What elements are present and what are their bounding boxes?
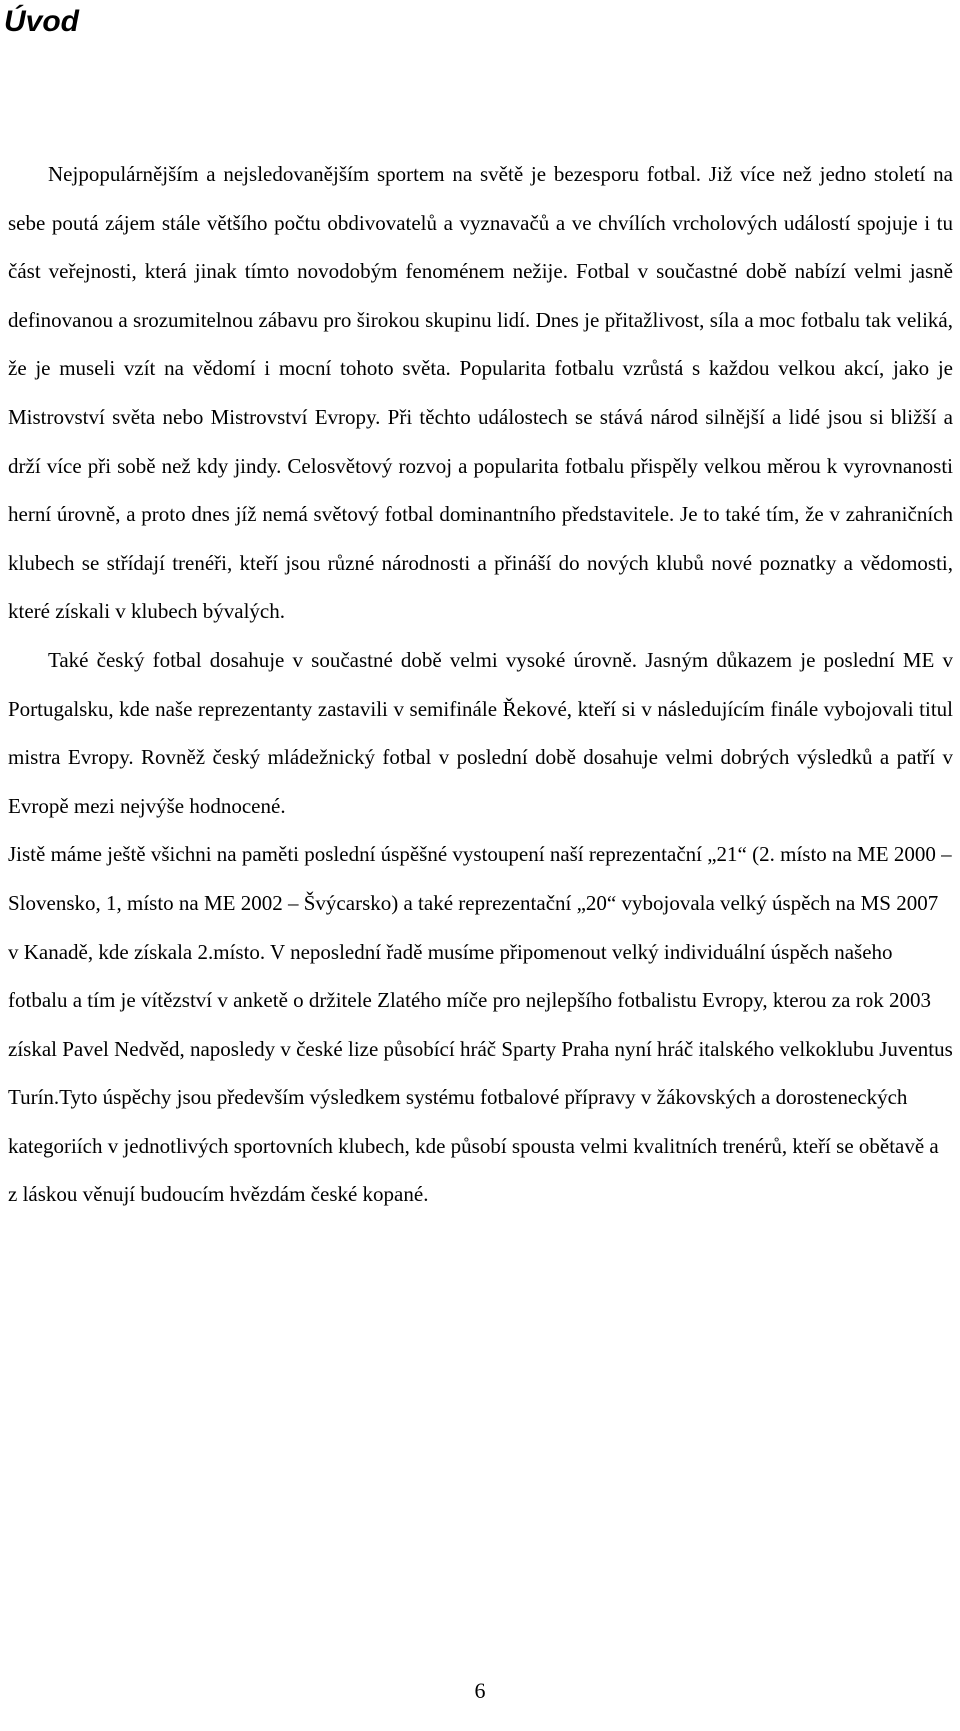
paragraph-successes: Jistě máme ještě všichni na paměti poslední úspěšné vystoupení naší reprezentační „21“ (2. místo na ME 2000 – Slovensko, 1, místo na ME 2002 – Švýcarsko) a také reprezentační „20“ vybojovala velký úspěch na MS 2007 v Kanadě, kde získala 2.místo. V neposlední řadě musíme připomenout velký individuální úspěch našeho fotbalu a tím je vítězství v anketě o držitele Zlatého míče pro nejlepšího fotbalistu Evropy, kterou za rok 2003 získal Pavel Nedvěd, naposledy v české lize působící hráč Sparty Praha nyní hráč italského velkoklubu Juventus Turín.Tyto úspěchy jsou především výsledkem systému fotbalové přípravy v žákovských a dorosteneckých kategoriích v jednotlivých sportovních klubech, kde působí spousta velmi kvalitních trenérů, kteří se obětavě a z láskou věnují budoucím hvězdám české kopané. <box>8 842 953 1207</box>
page-title: Úvod <box>4 5 79 38</box>
paragraph-czech-football: Také český fotbal dosahuje v součastné době velmi vysoké úrovně. Jasným důkazem je poslední ME v Portugalsku, kde naše reprezentanty zastavili v semifinále Řekové, kteří si v následujícím finále vybojovali titul mistra Evropy. Rovněž český mládežnický fotbal v poslední době dosahuje velmi dobrých výsledků a patří v Evropě mezi nejvýše hodnocené. <box>8 647 953 818</box>
body-text <box>8 150 953 1219</box>
page-number: 6 <box>474 1678 486 1703</box>
paragraph-intro: Nejpopulárnějším a nejsledovanějším sportem na světě je bezesporu fotbal. Již více než jedno století na sebe poutá zájem stále většího počtu obdivovatelů a vyznavačů a ve chvílích vrcholových událostí spojuje i tu část veřejnosti, která jinak tímto novodobým fenoménem nežije. Fotbal v součastné době nabízí velmi jasně definovanou a srozumitelnou zábavu pro širokou skupinu lidí. Dnes je přitažlivost, síla a moc fotbalu tak veliká, že je museli vzít na vědomí i mocní tohoto světa. Popularita fotbalu vzrůstá s každou velkou akcí, jako je Mistrovství světa nebo Mistrovství Evropy. Při těchto událostech se stává národ silnější a lidé jsou si bližší a drží více při sobě než kdy jindy. Celosvětový rozvoj a popularita fotbalu přispěly velkou měrou k vyrovnanosti herní úrovně, a proto dnes jíž nemá světový fotbal dominantního představitele. Je to také tím, že v zahraničních klubech se střídají trenéři, kteří jsou různé národnosti a přináší do nových klubů nové poznatky a vědomosti, které získali v klubech bývalých. <box>8 162 953 624</box>
